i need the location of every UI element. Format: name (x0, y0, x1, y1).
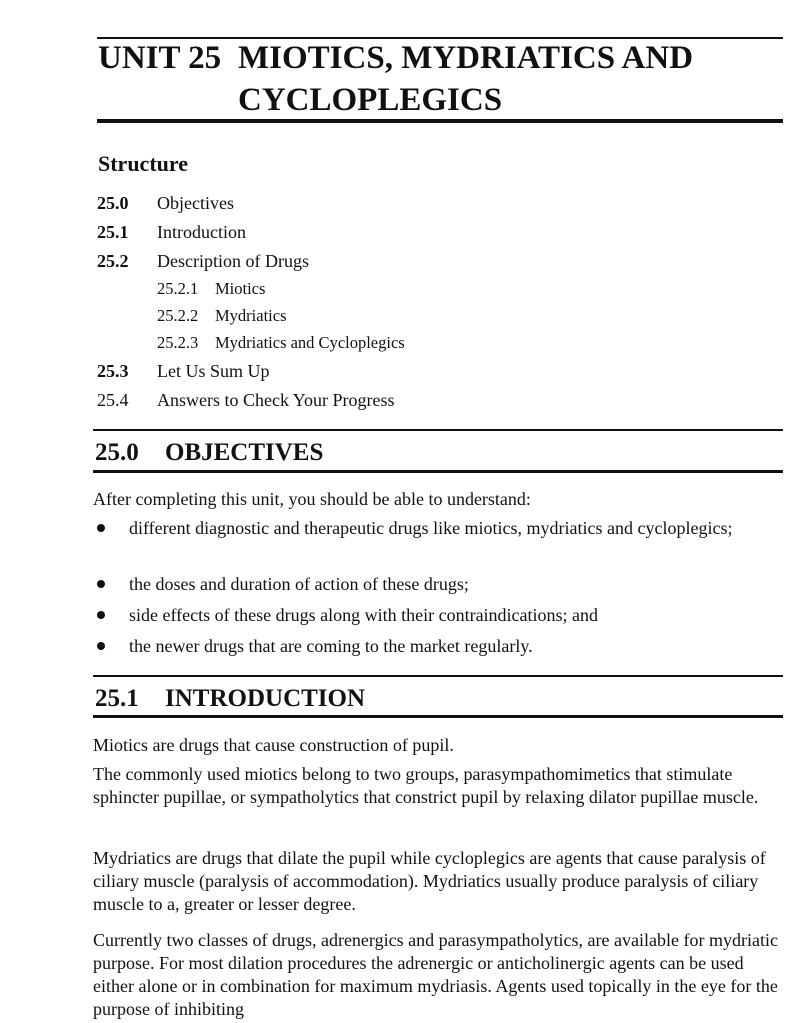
toc-subitem-text: Miotics (215, 279, 266, 298)
toc-item-number: 25.1 (97, 222, 129, 242)
intro-paragraph: The commonly used miotics belong to two groups, parasympathomimetics that stimulate sphincter pupillae, or sympatholytics that constrict pupil by relaxing dilator pupillae muscle. (93, 764, 759, 807)
section-title: OBJECTIVES (165, 439, 324, 466)
toc-subitem-number: 25.2.2 (157, 306, 199, 325)
toc-subitem-text: Mydriatics (215, 306, 287, 325)
toc-item-text: Introduction (157, 222, 246, 242)
title-rule (97, 119, 783, 123)
intro-paragraph: Miotics are drugs that cause construction of pupil. (93, 735, 454, 755)
section-number: 25.0 (95, 439, 139, 466)
objectives-intro: After completing this unit, you should be able to understand: (93, 489, 531, 509)
toc-item-text: Let Us Sum Up (157, 361, 270, 381)
bullet-icon (97, 580, 105, 588)
toc-subitem (157, 276, 265, 302)
toc-item-text: Answers to Check Your Progress (157, 390, 395, 410)
list-item-text: side effects of these drugs along with their contraindications; and (129, 605, 599, 625)
toc-item-text: Objectives (157, 193, 234, 213)
section-rule-top (93, 675, 783, 677)
unit-title-line-2: CYCLOPLEGICS (238, 82, 503, 118)
toc-subitem (157, 330, 405, 356)
section-heading-introduction (95, 683, 365, 715)
toc-item-number: 25.0 (97, 193, 129, 213)
toc-item-number: 25.3 (97, 361, 129, 381)
list-item-text: different diagnostic and therapeutic drugs like miotics, mydriatics and cycloplegics; (129, 518, 733, 538)
list-item-text: the newer drugs that are coming to the market regularly. (129, 636, 533, 656)
section-rule-top (93, 429, 783, 431)
intro-paragraph: Currently two classes of drugs, adrenergics and parasympatholytics, are available for mydriatic purpose. For most dilation procedures the adrenergic or anticholinergic agents can be used either alone or in combination for maximum mydriasis. Agents used topically in the eye for the purpose of inhibiting (93, 930, 778, 1019)
section-title: INTRODUCTION (165, 685, 366, 712)
toc-subitem-number: 25.2.1 (157, 279, 199, 298)
bullet-icon (97, 611, 105, 619)
section-heading-objectives (95, 437, 323, 469)
toc-item-text: Description of Drugs (157, 251, 309, 271)
structure-heading: Structure (98, 151, 189, 176)
toc-item-number: 25.2 (97, 251, 129, 271)
section-rule-bottom (93, 715, 783, 718)
bullet-icon (97, 524, 105, 532)
intro-paragraph: Mydriatics are drugs that dilate the pupil while cycloplegics are agents that cause paralysis of ciliary muscle (paralysis of accommodation). Mydriatics usually produce paralysis of ciliary muscle to a, greater or lesser degree. (93, 848, 766, 914)
toc-subitem-number: 25.2.3 (157, 333, 199, 352)
toc-subitem (157, 303, 287, 329)
unit-title-line-1: MIOTICS, MYDRIATICS AND (238, 40, 694, 76)
section-rule-bottom (93, 470, 783, 473)
toc-subitem-text: Mydriatics and Cycloplegics (215, 333, 405, 352)
list-item-text: the doses and duration of action of these drugs; (129, 574, 469, 594)
toc-item-number: 25.4 (97, 390, 129, 410)
unit-number: UNIT 25 (98, 40, 222, 76)
bullet-icon (97, 642, 105, 650)
section-number: 25.1 (95, 685, 139, 712)
